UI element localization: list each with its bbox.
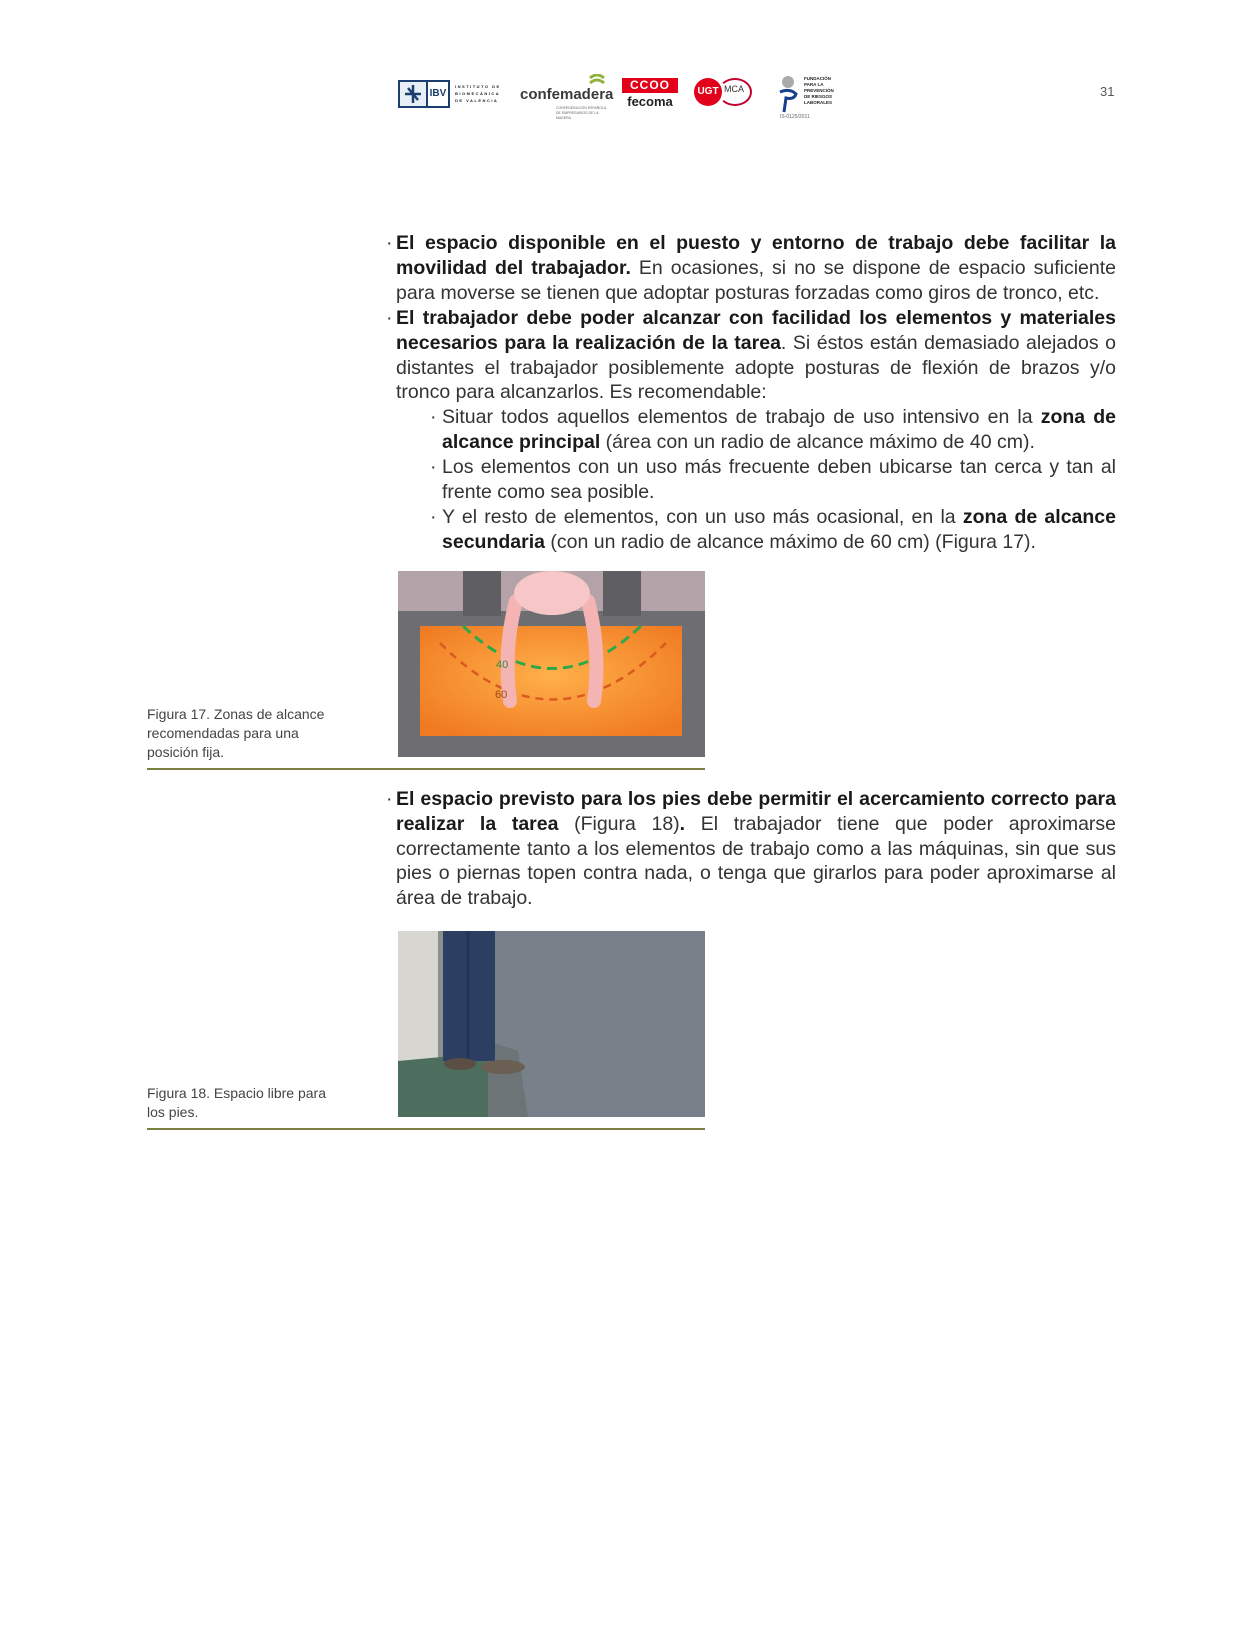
paragraph-workspace-mobility — [386, 231, 1116, 305]
paragraph-text: (Figura 18) — [558, 812, 680, 835]
sub-text: (área con un radio de alcance máximo de 40 cm). — [600, 430, 1035, 453]
fundacion-text: FUNDACIÓN PARA LA PREVENCIÓN DE RIESGOS LABORALES — [804, 76, 834, 105]
fundacion-logo — [776, 74, 846, 124]
divider — [147, 768, 705, 770]
paragraph-text: . Si éstos están demasiado alejados o distantes el trabajador posiblemente adopte posturas de flexión de brazos y/o tronco para alcanzarlos. Es recomendable: — [396, 331, 1117, 404]
bullet: · — [430, 506, 437, 528]
divider — [147, 1128, 705, 1130]
paragraph-bold: El espacio previsto para los pies debe permitir el acercamiento correcto para realizar la tarea — [396, 788, 1116, 835]
paragraph-bold: El trabajador debe poder alcanzar con facilidad los elementos y materiales necesarios para la realización de la tarea — [396, 307, 1116, 354]
sub-item-principal-zone — [430, 405, 1117, 455]
sub-text: Situar todos aquellos elementos de trabajo de uso intensivo en la — [442, 406, 1041, 428]
bullet: · — [386, 307, 393, 329]
fundacion-code: IS-0125/2011 — [780, 114, 810, 120]
bullet: · — [430, 406, 437, 428]
sub-text: Los elementos con un uso más frecuente deben ubicarse tan cerca y tan al frente como sea posible. — [442, 456, 1116, 503]
label-60: 60 — [495, 689, 508, 701]
ccoo-mark: CCOO — [622, 78, 678, 93]
mca-name: MCA — [724, 84, 744, 94]
ibv-emblem-icon — [398, 80, 428, 108]
figure-18-caption: Figura 18. Espacio libre para los pies. — [147, 1085, 326, 1120]
bullet: · — [386, 788, 393, 810]
sub-item-secondary-zone — [430, 505, 1116, 555]
sub-bold: zona de alcance secundaria — [442, 506, 1116, 553]
bullet: · — [386, 232, 393, 254]
figure-17-reach-zones — [398, 571, 705, 757]
paragraph-text: En ocasiones, si no se dispone de espacio suficiente para moverse se tienen que adoptar posturas forzadas como giros de tronco, etc. — [396, 256, 1116, 304]
ibv-text: INSTITUTO DE BIOMECÁNICA DE VALENCIA — [455, 84, 501, 103]
bullet: · — [430, 456, 437, 478]
figure-18-foot-space — [398, 931, 705, 1117]
fecoma-name: fecoma — [627, 94, 673, 109]
paragraph-bold: El espacio disponible en el puesto y entorno de trabajo debe facilitar la movilidad del trabajador. — [396, 232, 1116, 279]
ccoo-logo — [622, 78, 678, 110]
sub-text: (con un radio de alcance máximo de 60 cm) (Figura 17). — [544, 530, 1036, 553]
sub-bold: zona de alcance principal — [442, 406, 1117, 453]
paragraph-reach-elements — [386, 306, 1117, 405]
ugt-mark: UGT — [694, 78, 722, 106]
ibv-logo — [398, 80, 503, 110]
confemadera-logo — [520, 74, 614, 120]
fundacion-p-icon — [776, 86, 802, 114]
confemadera-name: confemadera — [520, 86, 614, 103]
reach-zones-illustration — [398, 571, 705, 757]
paragraph-foot-space — [386, 787, 1117, 911]
foot-space-photo — [398, 931, 705, 1117]
label-40: 40 — [496, 659, 509, 671]
sub-item-frequent-use — [430, 455, 1116, 505]
paragraph-text: El trabajador tiene que poder aproximarse correctamente tanto a los elementos de trabajo como a las máquinas, sin que sus pies o piernas topen contra nada, o tenga que girarlos para poder aproximarse al área de trabajo. — [396, 812, 1117, 910]
page-number: 31 — [1100, 84, 1115, 99]
ibv-mark: IBV — [428, 80, 450, 108]
sub-text: Y el resto de elementos, con un uso más ocasional, en la — [442, 506, 963, 528]
paragraph-bold: . — [679, 812, 686, 835]
figure-17-caption: Figura 17. Zonas de alcance recomendadas para una posición fija. — [147, 706, 325, 760]
ugt-logo — [694, 78, 758, 108]
confemadera-sub: CONFEDERACIÓN ESPAÑOLA DE EMPRESARIOS DE LA MADERA — [556, 106, 607, 120]
